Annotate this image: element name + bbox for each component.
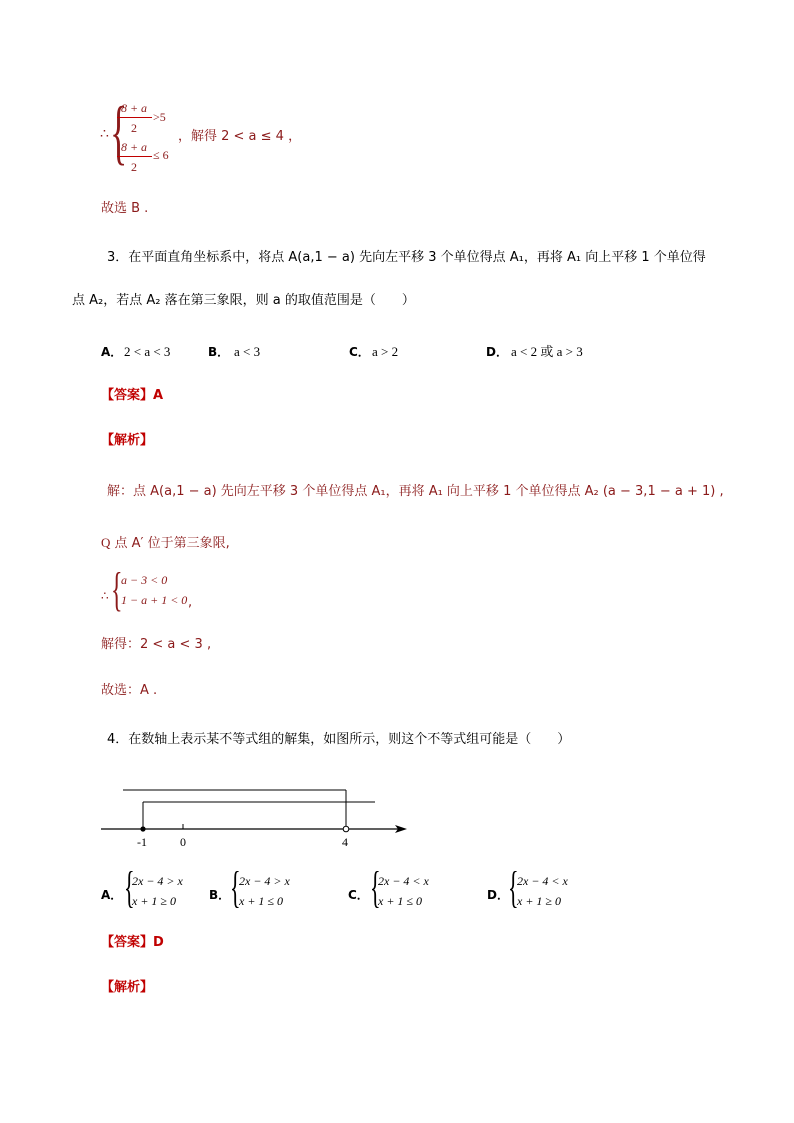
q4-option-a-system (132, 871, 183, 911)
q3-solution-line1: 解：点 A(a,1 − a) 先向左平移 3 个单位得点 A₁，再将 A₁ 向上平移 1 个单位得点 A₂ (a − 3,1 − a + 1) , (107, 484, 724, 499)
system-relation-2: ≤ 6 (153, 148, 169, 162)
q3-stem-line2: 点 A₂，若点 A₂ 落在第三象限，则 a 的取值范围是（ ） (72, 293, 415, 308)
fraction-numerator-2: 8 + a (120, 140, 148, 154)
tick-label-minus-1: -1 (137, 835, 147, 849)
number-line-figure (95, 780, 415, 860)
q4-analysis-label: 【解析】 (101, 980, 154, 995)
q4-option-b-brace: { (230, 863, 241, 912)
q4-option-a-brace: { (124, 863, 135, 912)
because-symbol: Q (101, 535, 111, 550)
q4-option-d-row-2: x + 1 ≥ 0 (517, 894, 562, 908)
q4-option-c-brace: { (370, 863, 381, 912)
choose-result: 故选 B . (101, 201, 149, 216)
q3-option-a-text: 2 < a < 3 (124, 344, 171, 359)
q4-option-d-system (517, 871, 568, 911)
closed-point-minus-1 (140, 826, 145, 831)
q4-option-a-row-2: x + 1 ≥ 0 (132, 894, 177, 908)
q4-option-c-row-2: x + 1 ≤ 0 (378, 894, 423, 908)
q3-system (121, 570, 187, 610)
q4-option-b-system (239, 871, 290, 911)
system-brace: { (110, 92, 128, 172)
q4-option-c-row-1: 2x − 4 < x (378, 874, 429, 888)
q4-option-d-row-1: 2x − 4 < x (517, 874, 568, 888)
q3-option-a-letter: A． (101, 345, 123, 359)
q4-option-a-row-1: 2x − 4 > x (132, 874, 183, 888)
q4-option-a-letter: A． (101, 888, 123, 902)
q3-choose-result: 故选：A . (101, 683, 158, 698)
q4-option-c-system (378, 871, 429, 911)
q3-answer-label: 【答案】A (101, 388, 164, 403)
tick-label-0: 0 (180, 835, 186, 849)
tick-label-4: 4 (342, 835, 348, 849)
fraction-bar-2 (117, 156, 152, 157)
q3-stem-line1: 3．在平面直角坐标系中，将点 A(a,1 − a) 先向左平移 3 个单位得点 A₁，再将 A₁ 向上平移 1 个单位得 (107, 250, 706, 265)
q3-option-c-letter: C． (349, 345, 370, 359)
q4-stem: 4．在数轴上表示某不等式组的解集，如图所示，则这个不等式组可能是（ ） (107, 732, 571, 747)
q3-option-c-text: a > 2 (372, 344, 399, 359)
q4-option-d-letter: D． (487, 888, 509, 902)
q3-system-brace: { (111, 563, 123, 616)
fraction-bar-1 (117, 117, 152, 118)
q4-option-b-row-1: 2x − 4 > x (239, 874, 290, 888)
therefore-symbol: ∴ (100, 127, 109, 142)
q3-solution-line2 (101, 536, 230, 550)
q3-option-b-text: a < 3 (234, 344, 261, 359)
q3-analysis-label: 【解析】 (101, 433, 154, 448)
q3-option-d-letter: D． (486, 345, 508, 359)
q3-option-d-text: a < 2 或 a > 3 (511, 344, 583, 359)
fraction-numerator-1: 8 + a (120, 101, 148, 115)
solve-result: ，解得 2 < a ≤ 4 ， (178, 129, 302, 144)
system-relation-1: >5 (153, 110, 166, 124)
q3-solution-line2-text: 点 A′ 位于第三象限, (114, 536, 230, 551)
q4-option-d-brace: { (508, 863, 519, 912)
q4-option-c-letter: C． (348, 888, 369, 902)
q4-option-b-row-2: x + 1 ≤ 0 (239, 894, 284, 908)
q4-answer-label: 【答案】D (101, 935, 164, 950)
open-point-4 (343, 826, 349, 832)
fraction-denominator-2: 2 (131, 160, 137, 174)
q3-therefore-symbol: ∴ (101, 589, 109, 603)
q3-system-end: , (188, 595, 193, 610)
q3-system-row-2: 1 − a + 1 < 0 (121, 593, 188, 607)
fraction-denominator-1: 2 (131, 121, 137, 135)
q3-solve-result: 解得：2 < a < 3 , (101, 637, 212, 652)
q4-option-b-letter: B． (209, 888, 231, 902)
q3-system-row-1: a − 3 < 0 (121, 573, 168, 587)
q3-option-b-letter: B． (208, 345, 230, 359)
